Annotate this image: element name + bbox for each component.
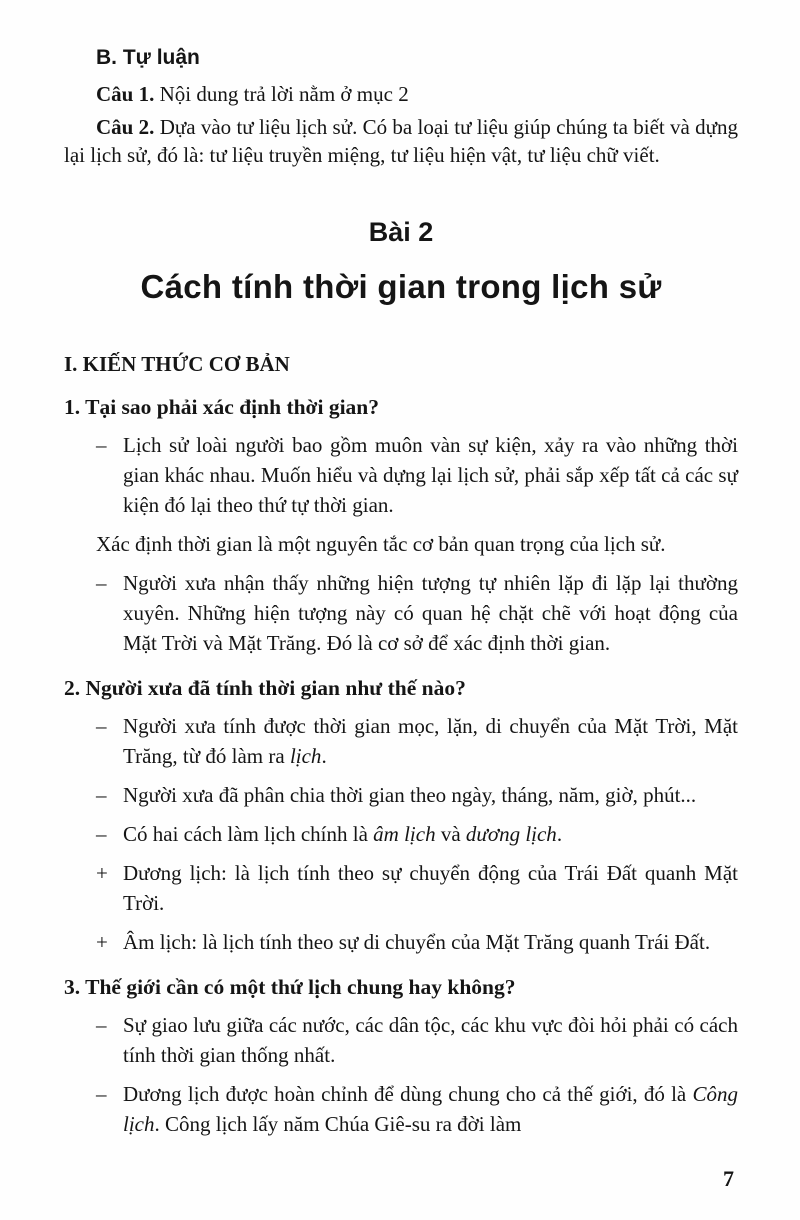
- list-item: [96, 430, 738, 520]
- question-3-heading: 3. Thế giới cần có một thứ lịch chung hay không?: [64, 975, 516, 999]
- item-marker: +: [96, 861, 108, 885]
- item-marker: –: [96, 1082, 107, 1106]
- item-text: Người xưa tính được thời gian mọc, lặn, di chuyển của Mặt Trời, Mặt Trăng, từ đó làm ra lịch.: [123, 714, 738, 768]
- item-text: Dương lịch: là lịch tính theo sự chuyển động của Trái Đất quanh Mặt Trời.: [123, 861, 738, 915]
- item-marker: +: [96, 930, 108, 954]
- item-text: Người xưa nhận thấy những hiện tượng tự nhiên lặp đi lặp lại thường xuyên. Những hiện tượng này có quan hệ chặt chẽ với hoạt động của Mặt Trời và Mặt Trăng. Đó là cơ sở để xác định thời gian.: [123, 571, 738, 655]
- item-marker: –: [96, 1013, 107, 1037]
- cau-2-text: Dựa vào tư liệu lịch sử. Có ba loại tư liệu giúp chúng ta biết và dựng lại lịch sử, đó là: tư liệu truyền miệng, tư liệu hiện vật, tư liệu chữ viết.: [64, 115, 739, 167]
- list-item: [96, 819, 738, 849]
- item-text: Sự giao lưu giữa các nước, các dân tộc, các khu vực đòi hỏi phải có cách tính thời gian thống nhất.: [123, 1013, 738, 1067]
- list-item: [96, 1079, 738, 1139]
- item-marker: –: [96, 822, 107, 846]
- item-marker: –: [96, 714, 107, 738]
- item-text: Người xưa đã phân chia thời gian theo ngày, tháng, năm, giờ, phút...: [123, 783, 697, 807]
- item-text: Âm lịch: là lịch tính theo sự di chuyển của Mặt Trăng quanh Trái Đất.: [123, 930, 711, 954]
- item-text: Có hai cách làm lịch chính là âm lịch và dương lịch.: [123, 822, 563, 846]
- list-item: [96, 858, 738, 918]
- cau-2-label: Câu 2.: [96, 115, 155, 139]
- list-item: [96, 568, 738, 658]
- question-2-heading: 2. Người xưa đã tính thời gian như thế nào?: [64, 676, 466, 700]
- lesson-number: Bài 2: [368, 217, 434, 247]
- cau-1-paragraph: [64, 80, 738, 108]
- list-item: [96, 780, 738, 810]
- item-marker: –: [96, 571, 107, 595]
- list-item: [96, 1010, 738, 1070]
- list-item: [96, 927, 738, 957]
- cau-2-paragraph: [64, 113, 738, 169]
- page-number: 7: [723, 1166, 734, 1191]
- item-marker: –: [96, 783, 107, 807]
- section-heading-kien-thuc: I. KIẾN THỨC CƠ BẢN: [64, 352, 290, 376]
- question-1-heading: 1. Tại sao phải xác định thời gian?: [64, 395, 379, 419]
- note-paragraph: Xác định thời gian là một nguyên tắc cơ bản quan trọng của lịch sử.: [96, 532, 666, 556]
- list-item: [96, 711, 738, 771]
- item-text: Dương lịch được hoàn chỉnh để dùng chung cho cả thế giới, đó là Công lịch. Công lịch lấy năm Chúa Giê-su ra đời làm: [123, 1082, 738, 1136]
- cau-1-text: Nội dung trả lời nằm ở mục 2: [159, 82, 409, 106]
- cau-1-label: Câu 1.: [96, 82, 155, 106]
- section-b-heading: B. Tự luận: [96, 46, 200, 69]
- item-text: Lịch sử loài người bao gồm muôn vàn sự kiện, xảy ra vào những thời gian khác nhau. Muốn hiểu và dựng lại lịch sử, phải sắp xếp tất cả các sự kiện đó lại theo thứ tự thời gian.: [123, 433, 738, 517]
- item-marker: –: [96, 433, 107, 457]
- lesson-title: Cách tính thời gian trong lịch sử: [140, 268, 662, 305]
